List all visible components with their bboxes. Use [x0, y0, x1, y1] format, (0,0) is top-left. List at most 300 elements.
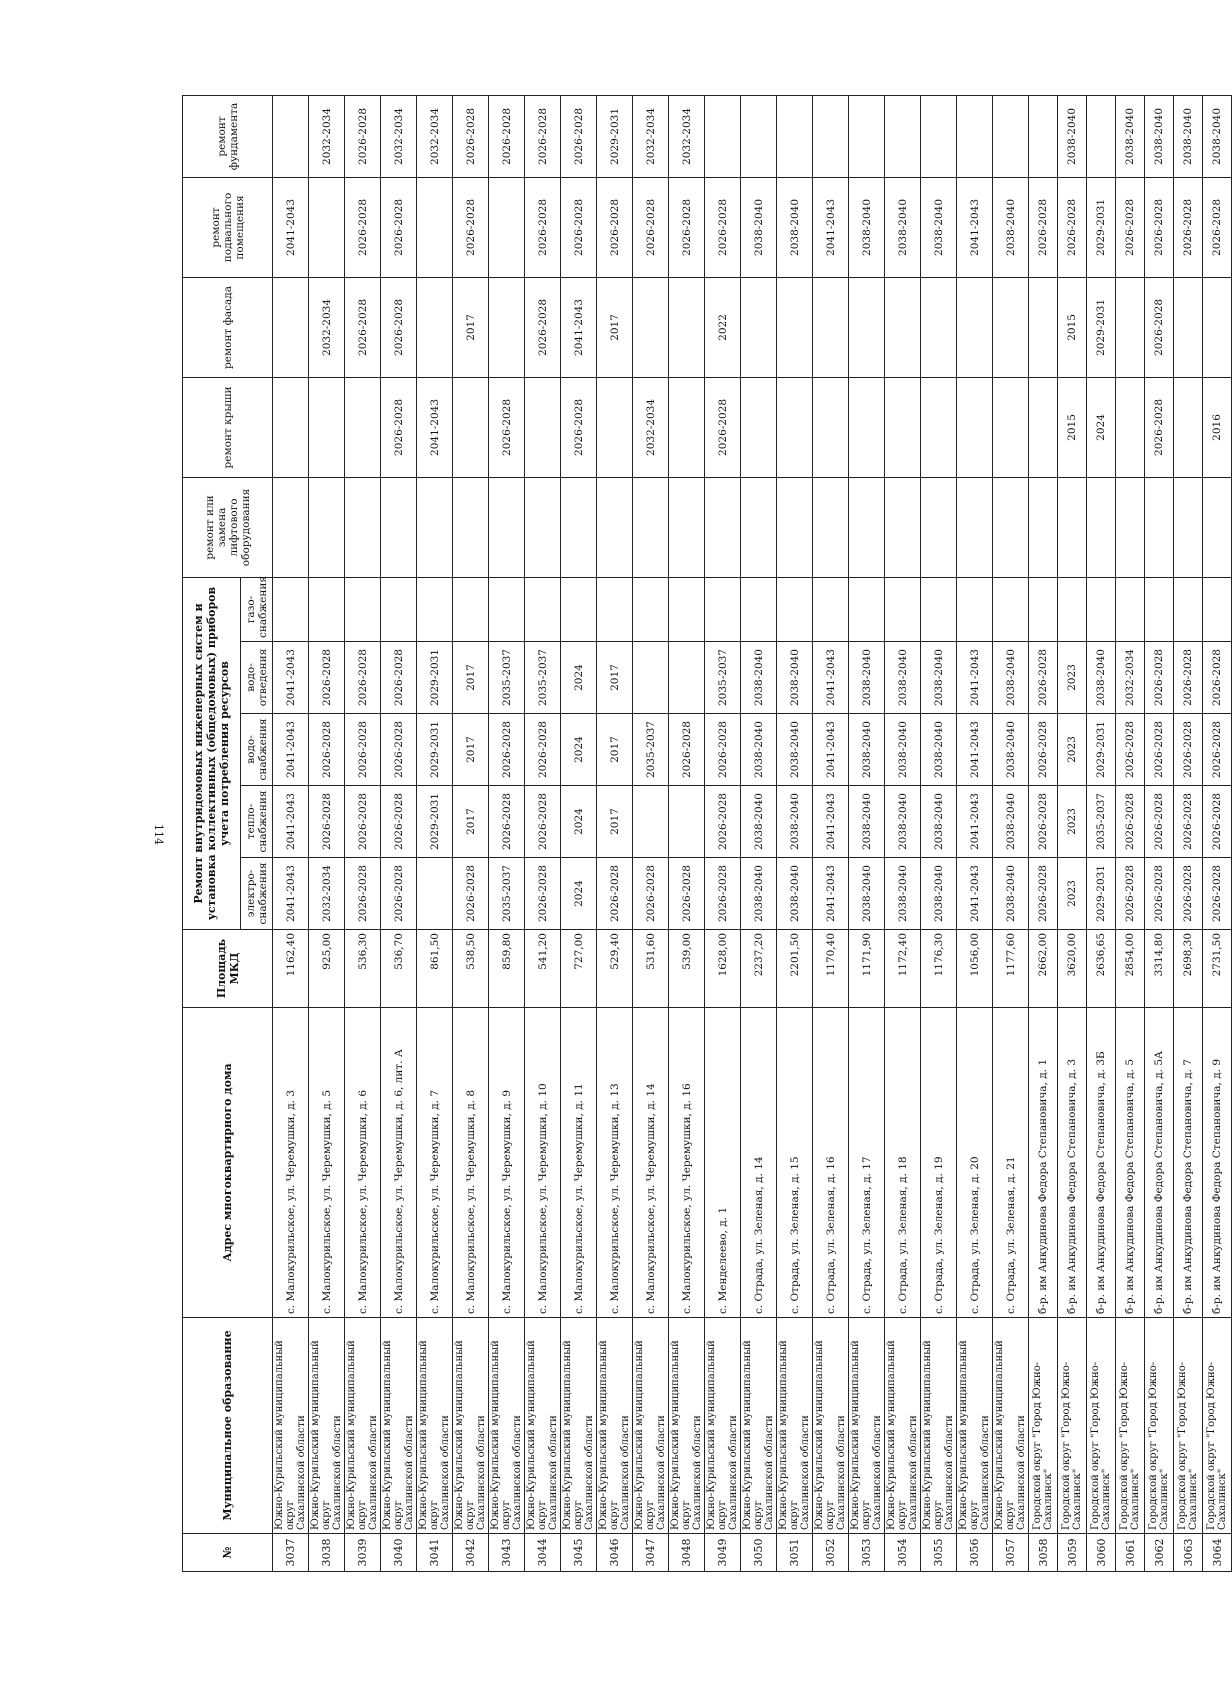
row-basement: 2026-2028: [1116, 177, 1145, 277]
row-foundation: 2038-2040: [1174, 95, 1203, 177]
row-drainage: 2017: [597, 642, 633, 714]
row-municipality: Городской округ "Город Южно-Сахалинск": [1029, 1318, 1058, 1534]
row-municipality: Южно-Курильский муниципальный округ Сахалинской области: [957, 1318, 993, 1534]
row-municipality: Южно-Курильский муниципальный округ Сахалинской области: [849, 1318, 885, 1534]
row-heating: 2026-2028: [525, 786, 561, 858]
row-foundation: [849, 95, 885, 177]
row-number: 3037: [273, 1534, 309, 1572]
table-row: [273, 95, 309, 1571]
row-electricity: 2035-2037: [489, 858, 525, 930]
row-municipality: Городской округ "Город Южно-Сахалинск": [1087, 1318, 1116, 1534]
row-address: б-р. им Анкудинова Федора Степановича, д. 1: [1029, 1008, 1058, 1318]
row-address: с. Менделеево, д. 1: [705, 1008, 741, 1318]
row-basement: [417, 177, 453, 277]
row-number: 3057: [993, 1534, 1029, 1572]
row-roof: 2026-2028: [489, 377, 525, 477]
row-lift: [345, 477, 381, 577]
row-facade: 2029-2031: [1087, 277, 1116, 377]
row-area: 3620,00: [1058, 930, 1087, 1008]
header-gas: газо-снабжения: [241, 577, 273, 641]
table-row: [561, 95, 597, 1571]
row-foundation: [813, 95, 849, 177]
row-heating: 2038-2040: [777, 786, 813, 858]
table-row: [921, 95, 957, 1571]
row-electricity: 2026-2028: [453, 858, 489, 930]
row-foundation: [1029, 95, 1058, 177]
row-address: с. Малокурильское, ул. Черемушки, д. 10: [525, 1008, 561, 1318]
row-area: 1171,90: [849, 930, 885, 1008]
row-water-supply: 2026-2028: [669, 714, 705, 786]
row-number: 3055: [921, 1534, 957, 1572]
row-electricity: 2026-2028: [633, 858, 669, 930]
header-lift: ремонт или замена лифтового оборудования: [183, 477, 273, 577]
row-address: б-р. им Анкудинова Федора Степановича, д. 5А: [1145, 1008, 1174, 1318]
row-water-supply: 2026-2028: [1029, 714, 1058, 786]
row-basement: 2038-2040: [777, 177, 813, 277]
header-engineering-systems: Ремонт внутридомовых инженерных систем и установка коллективных (общедомовых) приборов учета потребления ресурсов: [183, 577, 241, 929]
row-number: 3050: [741, 1534, 777, 1572]
row-lift: [741, 477, 777, 577]
row-lift: [1116, 477, 1145, 577]
row-number: 3046: [597, 1534, 633, 1572]
row-number: 3060: [1087, 1534, 1116, 1572]
table-row: [525, 95, 561, 1571]
row-lift: [777, 477, 813, 577]
row-roof: [993, 377, 1029, 477]
row-water-supply: 2026-2028: [705, 714, 741, 786]
row-area: 1162,40: [273, 930, 309, 1008]
row-facade: [669, 277, 705, 377]
row-number: 3059: [1058, 1534, 1087, 1572]
row-foundation: 2038-2040: [1058, 95, 1087, 177]
row-gas: [309, 577, 345, 641]
row-drainage: 2032-2034: [1116, 642, 1145, 714]
row-address: б-р. им Анкудинова Федора Степановича, д. 9: [1203, 1008, 1232, 1318]
row-lift: [489, 477, 525, 577]
row-heating: 2038-2040: [885, 786, 921, 858]
row-municipality: Южно-Курильский муниципальный округ Сахалинской области: [489, 1318, 525, 1534]
row-municipality: Южно-Курильский муниципальный округ Сахалинской области: [345, 1318, 381, 1534]
row-heating: 2041-2043: [957, 786, 993, 858]
row-water-supply: 2017: [597, 714, 633, 786]
row-area: 531,60: [633, 930, 669, 1008]
row-address: с. Отрада, ул. Зеленая, д. 17: [849, 1008, 885, 1318]
row-facade: [273, 277, 309, 377]
row-water-supply: 2026-2028: [1145, 714, 1174, 786]
row-basement: 2041-2043: [273, 177, 309, 277]
row-area: 3314,80: [1145, 930, 1174, 1008]
row-drainage: 2038-2040: [1087, 642, 1116, 714]
row-drainage: 2023: [1058, 642, 1087, 714]
row-lift: [381, 477, 417, 577]
row-basement: [489, 177, 525, 277]
row-municipality: Городской округ "Город Южно-Сахалинск": [1145, 1318, 1174, 1534]
row-address: с. Малокурильское, ул. Черемушки, д. 5: [309, 1008, 345, 1318]
table-row: [1116, 95, 1145, 1571]
row-gas: [381, 577, 417, 641]
row-facade: [813, 277, 849, 377]
row-facade: [1029, 277, 1058, 377]
row-drainage: 2026-2028: [381, 642, 417, 714]
header-drainage: водо-отведения: [241, 642, 273, 714]
table-row: [849, 95, 885, 1571]
header-municipality: Муниципальное образование: [183, 1318, 273, 1534]
row-electricity: 2026-2028: [525, 858, 561, 930]
row-gas: [849, 577, 885, 641]
row-roof: [1116, 377, 1145, 477]
row-lift: [885, 477, 921, 577]
header-number: №: [183, 1534, 273, 1572]
row-drainage: 2041-2043: [813, 642, 849, 714]
row-number: 3039: [345, 1534, 381, 1572]
row-basement: 2026-2028: [561, 177, 597, 277]
row-municipality: Южно-Курильский муниципальный округ Сахалинской области: [525, 1318, 561, 1534]
row-number: 3040: [381, 1534, 417, 1572]
row-electricity: 2026-2028: [381, 858, 417, 930]
page-number: 114: [152, 824, 165, 845]
row-municipality: Южно-Курильский муниципальный округ Сахалинской области: [669, 1318, 705, 1534]
row-lift: [309, 477, 345, 577]
row-heating: 2038-2040: [921, 786, 957, 858]
row-roof: [1029, 377, 1058, 477]
row-heating: 2038-2040: [993, 786, 1029, 858]
row-electricity: 2038-2040: [921, 858, 957, 930]
table-row: [453, 95, 489, 1571]
row-heating: 2026-2028: [489, 786, 525, 858]
row-drainage: 2026-2028: [1145, 642, 1174, 714]
row-drainage: 2038-2040: [849, 642, 885, 714]
row-heating: 2017: [453, 786, 489, 858]
row-drainage: 2038-2040: [777, 642, 813, 714]
row-foundation: [777, 95, 813, 177]
row-number: 3045: [561, 1534, 597, 1572]
row-municipality: Южно-Курильский муниципальный округ Сахалинской области: [993, 1318, 1029, 1534]
row-address: б-р. им Анкудинова Федора Степановича, д. 3Б: [1087, 1008, 1116, 1318]
row-address: с. Отрада, ул. Зеленая, д. 21: [993, 1008, 1029, 1318]
row-address: с. Малокурильское, ул. Черемушки, д. 14: [633, 1008, 669, 1318]
row-gas: [273, 577, 309, 641]
row-gas: [345, 577, 381, 641]
row-drainage: 2026-2028: [1174, 642, 1203, 714]
row-number: 3056: [957, 1534, 993, 1572]
row-facade: 2017: [597, 277, 633, 377]
table-row: [345, 95, 381, 1571]
row-facade: [633, 277, 669, 377]
row-roof: 2032-2034: [633, 377, 669, 477]
row-drainage: 2026-2028: [1029, 642, 1058, 714]
row-electricity: 2026-2028: [1203, 858, 1232, 930]
row-lift: [273, 477, 309, 577]
row-lift: [669, 477, 705, 577]
table-row: [957, 95, 993, 1571]
header-roof: ремонт крыши: [183, 377, 273, 477]
row-basement: 2038-2040: [885, 177, 921, 277]
row-roof: [921, 377, 957, 477]
row-address: с. Отрада, ул. Зеленая, д. 16: [813, 1008, 849, 1318]
table-row: [309, 95, 345, 1571]
row-roof: 2026-2028: [1145, 377, 1174, 477]
row-address: б-р. им Анкудинова Федора Степановича, д. 5: [1116, 1008, 1145, 1318]
row-foundation: 2029-2031: [597, 95, 633, 177]
table-row: [813, 95, 849, 1571]
row-gas: [813, 577, 849, 641]
row-number: 3038: [309, 1534, 345, 1572]
row-drainage: 2026-2028: [309, 642, 345, 714]
row-electricity: 2038-2040: [777, 858, 813, 930]
row-drainage: 2035-2037: [705, 642, 741, 714]
row-area: 861,50: [417, 930, 453, 1008]
row-foundation: [273, 95, 309, 177]
row-drainage: 2038-2040: [885, 642, 921, 714]
row-gas: [1145, 577, 1174, 641]
row-municipality: Южно-Курильский муниципальный округ Сахалинской области: [777, 1318, 813, 1534]
row-area: 541,20: [525, 930, 561, 1008]
row-roof: [849, 377, 885, 477]
row-facade: 2032-2034: [309, 277, 345, 377]
row-address: с. Отрада, ул. Зеленая, д. 19: [921, 1008, 957, 1318]
row-lift: [993, 477, 1029, 577]
row-drainage: 2029-2031: [417, 642, 453, 714]
row-area: 2731,50: [1203, 930, 1232, 1008]
row-roof: [813, 377, 849, 477]
row-roof: [453, 377, 489, 477]
table-row: [597, 95, 633, 1571]
row-basement: 2026-2028: [1029, 177, 1058, 277]
row-municipality: Южно-Курильский муниципальный округ Сахалинской области: [381, 1318, 417, 1534]
row-area: 539,00: [669, 930, 705, 1008]
row-facade: [849, 277, 885, 377]
row-heating: 2026-2028: [1145, 786, 1174, 858]
row-water-supply: 2017: [453, 714, 489, 786]
row-electricity: 2026-2028: [669, 858, 705, 930]
row-municipality: Южно-Курильский муниципальный округ Сахалинской области: [561, 1318, 597, 1534]
repair-schedule-table: [182, 95, 1232, 1572]
row-lift: [1174, 477, 1203, 577]
row-address: с. Отрада, ул. Зеленая, д. 18: [885, 1008, 921, 1318]
rotated-page: [182, 96, 1228, 1572]
row-address: б-р. им Анкудинова Федора Степановича, д. 3: [1058, 1008, 1087, 1318]
row-area: 1176,30: [921, 930, 957, 1008]
row-basement: 2026-2028: [705, 177, 741, 277]
row-area: 1177,60: [993, 930, 1029, 1008]
row-heating: 2026-2028: [1029, 786, 1058, 858]
row-number: 3041: [417, 1534, 453, 1572]
row-facade: 2022: [705, 277, 741, 377]
row-foundation: 2026-2028: [525, 95, 561, 177]
row-water-supply: 2026-2028: [309, 714, 345, 786]
row-gas: [777, 577, 813, 641]
row-gas: [957, 577, 993, 641]
row-roof: [525, 377, 561, 477]
row-water-supply: 2023: [1058, 714, 1087, 786]
row-foundation: 2038-2040: [1145, 95, 1174, 177]
row-water-supply: 2041-2043: [273, 714, 309, 786]
row-gas: [669, 577, 705, 641]
row-number: 3062: [1145, 1534, 1174, 1572]
row-number: 3058: [1029, 1534, 1058, 1572]
header-heating: тепло-снабжения: [241, 786, 273, 858]
row-foundation: 2026-2028: [489, 95, 525, 177]
row-lift: [597, 477, 633, 577]
row-facade: [777, 277, 813, 377]
row-roof: 2026-2028: [561, 377, 597, 477]
row-heating: 2038-2040: [849, 786, 885, 858]
row-water-supply: 2038-2040: [921, 714, 957, 786]
header-area: Площадь МКД: [183, 930, 273, 1008]
row-gas: [453, 577, 489, 641]
row-electricity: 2038-2040: [849, 858, 885, 930]
row-foundation: [993, 95, 1029, 177]
row-roof: [669, 377, 705, 477]
header-foundation: ремонт фундамента: [183, 95, 273, 177]
row-heating: [669, 786, 705, 858]
row-electricity: 2026-2028: [1174, 858, 1203, 930]
row-area: 538,50: [453, 930, 489, 1008]
row-area: 2237,20: [741, 930, 777, 1008]
row-number: 3052: [813, 1534, 849, 1572]
header-basement: ремонт подвального помещения: [183, 177, 273, 277]
row-foundation: [921, 95, 957, 177]
row-number: 3063: [1174, 1534, 1203, 1572]
row-foundation: [957, 95, 993, 177]
row-number: 3048: [669, 1534, 705, 1572]
table-row: [489, 95, 525, 1571]
row-gas: [489, 577, 525, 641]
row-heating: 2038-2040: [741, 786, 777, 858]
row-address: с. Отрада, ул. Зеленая, д. 15: [777, 1008, 813, 1318]
row-heating: 2026-2028: [345, 786, 381, 858]
row-lift: [453, 477, 489, 577]
row-basement: 2026-2028: [669, 177, 705, 277]
row-area: 2698,30: [1174, 930, 1203, 1008]
row-number: 3053: [849, 1534, 885, 1572]
row-water-supply: 2029-2031: [1087, 714, 1116, 786]
row-electricity: 2023: [1058, 858, 1087, 930]
row-facade: [489, 277, 525, 377]
row-facade: [741, 277, 777, 377]
row-roof: [309, 377, 345, 477]
row-electricity: 2026-2028: [1029, 858, 1058, 930]
row-address: с. Малокурильское, ул. Черемушки, д. 8: [453, 1008, 489, 1318]
row-electricity: 2026-2028: [1116, 858, 1145, 930]
row-drainage: 2026-2028: [345, 642, 381, 714]
table-row: [993, 95, 1029, 1571]
row-roof: [273, 377, 309, 477]
row-foundation: 2032-2034: [633, 95, 669, 177]
row-municipality: Городской округ "Город Южно-Сахалинск": [1058, 1318, 1087, 1534]
row-basement: 2041-2043: [813, 177, 849, 277]
row-water-supply: 2038-2040: [777, 714, 813, 786]
row-municipality: Южно-Курильский муниципальный округ Сахалинской области: [309, 1318, 345, 1534]
row-foundation: 2026-2028: [561, 95, 597, 177]
row-basement: 2041-2043: [957, 177, 993, 277]
row-gas: [705, 577, 741, 641]
row-water-supply: 2029-2031: [417, 714, 453, 786]
row-lift: [813, 477, 849, 577]
row-electricity: 2038-2040: [993, 858, 1029, 930]
row-facade: [921, 277, 957, 377]
row-heating: 2024: [561, 786, 597, 858]
row-roof: 2026-2028: [381, 377, 417, 477]
header-water-supply: водо-снабжения: [241, 714, 273, 786]
row-number: 3042: [453, 1534, 489, 1572]
row-foundation: 2038-2040: [1203, 95, 1232, 177]
row-lift: [525, 477, 561, 577]
row-foundation: 2032-2034: [669, 95, 705, 177]
row-area: 1172,40: [885, 930, 921, 1008]
row-lift: [633, 477, 669, 577]
row-municipality: Южно-Курильский муниципальный округ Сахалинской области: [813, 1318, 849, 1534]
row-lift: [417, 477, 453, 577]
row-roof: [1174, 377, 1203, 477]
row-municipality: Городской округ "Город Южно-Сахалинск": [1203, 1318, 1232, 1534]
row-municipality: Южно-Курильский муниципальный округ Сахалинской области: [453, 1318, 489, 1534]
row-number: 3061: [1116, 1534, 1145, 1572]
row-address: с. Малокурильское, ул. Черемушки, д. 6: [345, 1008, 381, 1318]
row-roof: [885, 377, 921, 477]
row-basement: [309, 177, 345, 277]
row-heating: 2035-2037: [1087, 786, 1116, 858]
row-electricity: 2024: [561, 858, 597, 930]
row-municipality: Южно-Курильский муниципальный округ Сахалинской области: [597, 1318, 633, 1534]
row-drainage: 2038-2040: [993, 642, 1029, 714]
row-address: б-р. им Анкудинова Федора Степановича, д. 7: [1174, 1008, 1203, 1318]
row-facade: 2026-2028: [381, 277, 417, 377]
table-row: [1145, 95, 1174, 1571]
row-electricity: 2041-2043: [273, 858, 309, 930]
row-basement: 2038-2040: [741, 177, 777, 277]
row-municipality: Южно-Курильский муниципальный округ Сахалинской области: [273, 1318, 309, 1534]
row-facade: [1174, 277, 1203, 377]
row-lift: [957, 477, 993, 577]
row-electricity: 2032-2034: [309, 858, 345, 930]
row-electricity: 2026-2028: [1145, 858, 1174, 930]
row-drainage: 2017: [453, 642, 489, 714]
header-facade: ремонт фасада: [183, 277, 273, 377]
row-area: 2662,00: [1029, 930, 1058, 1008]
row-gas: [921, 577, 957, 641]
row-roof: 2041-2043: [417, 377, 453, 477]
row-roof: 2026-2028: [705, 377, 741, 477]
row-facade: [957, 277, 993, 377]
row-area: 529,40: [597, 930, 633, 1008]
row-basement: 2026-2028: [1203, 177, 1232, 277]
row-facade: 2026-2028: [525, 277, 561, 377]
row-facade: 2026-2028: [345, 277, 381, 377]
table-row: [417, 95, 453, 1571]
row-foundation: [885, 95, 921, 177]
row-foundation: 2032-2034: [417, 95, 453, 177]
row-lift: [561, 477, 597, 577]
row-lift: [1087, 477, 1116, 577]
table-row: [1087, 95, 1116, 1571]
row-heating: 2041-2043: [813, 786, 849, 858]
row-area: 1170,40: [813, 930, 849, 1008]
row-drainage: 2024: [561, 642, 597, 714]
table-row: [1174, 95, 1203, 1571]
row-drainage: 2041-2043: [957, 642, 993, 714]
row-water-supply: 2041-2043: [957, 714, 993, 786]
row-basement: 2026-2028: [633, 177, 669, 277]
row-heating: [633, 786, 669, 858]
row-address: с. Малокурильское, ул. Черемушки, д. 3: [273, 1008, 309, 1318]
row-electricity: 2041-2043: [957, 858, 993, 930]
row-municipality: Южно-Курильский муниципальный округ Сахалинской области: [921, 1318, 957, 1534]
row-gas: [597, 577, 633, 641]
row-basement: 2026-2028: [1174, 177, 1203, 277]
table-row: [1058, 95, 1087, 1571]
row-heating: 2026-2028: [309, 786, 345, 858]
